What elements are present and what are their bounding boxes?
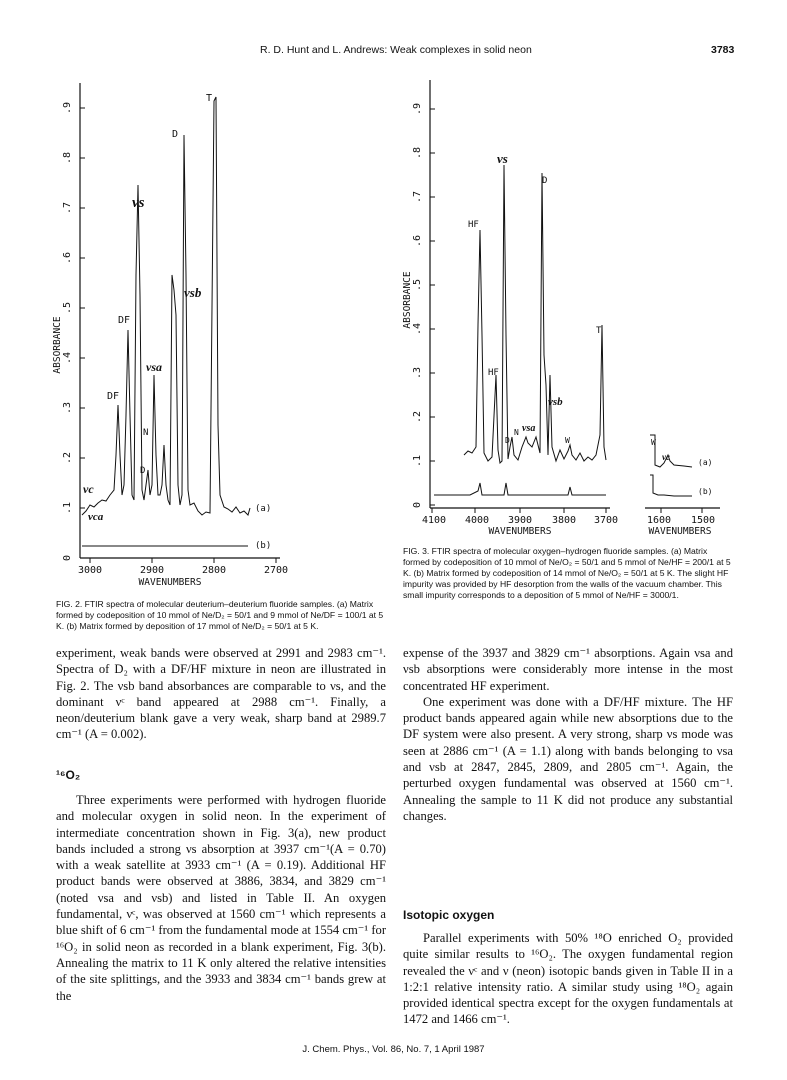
fig3-label-a: (a) — [698, 458, 713, 467]
fig2-peak-vc: νc — [83, 482, 94, 496]
fig3-xtick-4: 3700 — [593, 515, 619, 526]
fig3-peak-vsb: νsb — [548, 396, 563, 408]
fig2-peak-DF2: DF — [107, 391, 120, 402]
fig3-ytick-8: .8 — [412, 146, 423, 160]
fig2-xtick-0: 3000 — [77, 565, 103, 576]
running-title: R. D. Hunt and L. Andrews: Weak complexes in solid neon — [260, 44, 532, 56]
right-column-2 — [403, 930, 733, 1028]
fig3-peak-D: D — [542, 176, 548, 186]
fig2-ytick-1: .1 — [62, 501, 73, 515]
fig2-ytick-2: .2 — [62, 451, 73, 465]
fig2-ytick-5: .5 — [62, 301, 73, 315]
fig2-ytick-0: 0 — [62, 554, 73, 562]
fig3-peak-W: W — [565, 436, 570, 445]
fig3-xlabel-right: WAVENUMBERS — [648, 526, 712, 537]
fig3-ytick-1: .1 — [412, 454, 423, 468]
section-heading-16O2: ¹⁶O₂ — [56, 768, 81, 782]
fig2-label-a: (a) — [255, 504, 272, 514]
fig2-ytick-8: .8 — [62, 151, 73, 165]
right-column — [403, 645, 733, 824]
fig3-trace-a-right — [650, 435, 692, 467]
fig2-peak-D2: D — [140, 466, 146, 476]
fig2-trace-a — [82, 97, 250, 515]
fig2-ytick-4: .4 — [62, 351, 73, 365]
left-column-2 — [56, 792, 386, 1004]
fig2-ylabel: ABSORBANCE — [52, 316, 63, 374]
fig3-peak-HF2: HF — [488, 368, 499, 378]
left-paragraph-1: experiment, weak bands were observed at 2991 and 2983 cm⁻¹. Spectra of D₂ with a DF/HF mixture in neon are illustrated in Fig. 2. The νsb band absorbances are comparable to νs, and the dominant νᶜ band appeared at 2988 cm⁻¹. Finally, a neon/deuterium blank gave a very weak, sharp band at 2989.7 cm⁻¹ (A = 0.002). — [56, 646, 386, 742]
fig3-trace-b-right — [650, 475, 692, 496]
fig2-xlabel: WAVENUMBERS — [138, 577, 202, 588]
fig3-label-b: (b) — [698, 487, 713, 496]
fig3-xtick-2: 3900 — [507, 515, 533, 526]
fig3-ytick-2: .2 — [412, 410, 423, 424]
left-paragraph-2: Three experiments were performed with hydrogen fluoride and molecular oxygen in solid neon. In the experiment of intermediate concentration shown in Fig. 3(a), new product bands included a strong νs absorption at 3937 cm⁻¹(A = 0.70) with a weak satellite at 3933 cm⁻¹ (A = 0.19). Additional HF product bands were observed at 3886, 3834, and 3829 cm⁻¹ (noted νsa and νsb) and listed in Table II. An oxygen fundamental, νᶜ, was observed at 1560 cm⁻¹ which represents a blue shift of 6 cm⁻¹ from the fundamental mode at 1554 cm⁻¹ for ¹⁶O₂ in solid neon as recorded in a blank experiment, Fig. 3(b). Annealing the matrix to 11 K only altered the relative intensities of the site splittings, and the 3933 and 3834 cm⁻¹ bands grew at the — [56, 793, 387, 1003]
fig2-ytick-7: .7 — [62, 201, 73, 215]
fig3-xtick-right-1: 1500 — [690, 515, 716, 526]
fig2-peak-vsa: νsa — [146, 360, 162, 374]
fig2-peak-vsb: νsb — [184, 285, 202, 300]
fig3-ytick-5: .5 — [412, 278, 423, 292]
fig3-peak-vs: νs — [497, 151, 508, 166]
fig3-spectrum — [400, 75, 730, 540]
right-paragraph-2: One experiment was done with a DF/HF mixture. The HF product bands appeared again while new absorptions due to the DF system were also present. A very strong, sharp νs mode was seen at 2886 cm⁻¹ (A = 1.1) along with bands belonging to νsa and νsb at 2847, 2845, 2809, and 2805 cm⁻¹. Again, the perturbed oxygen fundamental was observed at 1560 cm⁻¹. Annealing the sample to 11 K did not produce any substantial changes. — [403, 694, 733, 823]
fig3-peak-vsa: νsa — [522, 423, 536, 434]
fig3-trace-b — [434, 483, 606, 495]
fig2-peak-N: N — [143, 428, 149, 438]
fig3-xlabel-left: WAVENUMBERS — [488, 526, 552, 537]
fig2-peak-vs: νs — [132, 195, 145, 211]
fig3-ytick-0: 0 — [412, 501, 423, 509]
fig2-peak-DF1: DF — [118, 315, 131, 326]
fig3-peak-HF1: HF — [468, 220, 479, 230]
fig3-peak-N: N — [514, 428, 519, 437]
fig2-ytick-9: .9 — [62, 101, 73, 115]
fig3-ytick-3: .3 — [412, 366, 423, 380]
fig2-xtick-1: 2900 — [139, 565, 165, 576]
fig3-peak-vc: νc — [662, 452, 670, 462]
fig2-ytick-3: .3 — [62, 401, 73, 415]
fig3-ytick-9: .9 — [412, 102, 423, 116]
fig3-xtick-3: 3800 — [551, 515, 577, 526]
fig3-xtick-1: 4000 — [464, 515, 490, 526]
section-heading-isotopic: Isotopic oxygen — [403, 908, 495, 922]
fig3-peak-D2: D — [505, 436, 510, 445]
fig3-ytick-7: .7 — [412, 190, 423, 204]
page-number: 3783 — [711, 44, 735, 56]
fig3-ylabel: ABSORBANCE — [402, 271, 413, 329]
fig2-peak-D: D — [172, 129, 179, 140]
fig3-trace-a — [464, 165, 606, 463]
fig3-xtick-right-0: 1600 — [646, 515, 672, 526]
right-paragraph-3: Parallel experiments with 50% ¹⁸O enriched O₂ provided quite similar results to ¹⁶O₂. The oxygen fundamental region revealed the νᶜ and ν (neon) isotopic bands given in Table II in a 1:2:1 relative intensity ratio. A similar study using ¹⁸O₂ again provided identical spectra except for the oxygen fundamentals at 1472 and 1466 cm⁻¹. — [403, 931, 733, 1027]
right-paragraph-1: expense of the 3937 and 3829 cm⁻¹ absorptions. Again νsa and νsb absorptions were considerably more intense in the most concentrated HF experiment. — [403, 646, 733, 693]
fig2-xtick-3: 2700 — [263, 565, 289, 576]
fig3-peak-W2: W — [651, 438, 656, 447]
fig2-xtick-2: 2800 — [201, 565, 227, 576]
fig3-ytick-6: .6 — [412, 234, 423, 248]
fig2-peak-T: T — [206, 93, 213, 104]
fig2-caption: FIG. 2. FTIR spectra of molecular deuterium–deuterium fluoride samples. (a) Matrix formed by codeposition of 10 mmol of Ne/D₂ = 50/1 and 9 mmol of Ne/DF = 100/1 at 5 K. (b) Matrix formed by deposition of 17 mmol of Ne/D₂ = 50/1 at 5 K. — [56, 599, 384, 631]
fig2-ytick-6: .6 — [62, 251, 73, 265]
left-column — [56, 645, 386, 743]
fig3-peak-T: T — [596, 326, 602, 336]
fig2-label-b: (b) — [255, 541, 272, 551]
fig3-caption: FIG. 3. FTIR spectra of molecular oxygen–hydrogen fluoride samples. (a) Matrix formed by codeposition of 10 mmol of Ne/O₂ = 50/1 and 5 mmol of Ne/HF = 200/1 at 5 K. (b) Matrix formed by codeposition of 14 mmol of Ne/O₂ = 50/1 at 5 K. The slight HF impurity was provided by HF desorption from the walls of the vacuum chamber. This small impurity corresponds to a deposition of 5 mmol of Ne/HF = 3000/1. — [403, 546, 731, 600]
fig3-ytick-4: .4 — [412, 322, 423, 336]
journal-footer: J. Chem. Phys., Vol. 86, No. 7, 1 April 1987 — [302, 1044, 485, 1055]
fig2-spectrum — [50, 75, 290, 590]
fig2-peak-vca: νca — [88, 511, 104, 523]
fig3-xtick-0: 4100 — [421, 515, 447, 526]
